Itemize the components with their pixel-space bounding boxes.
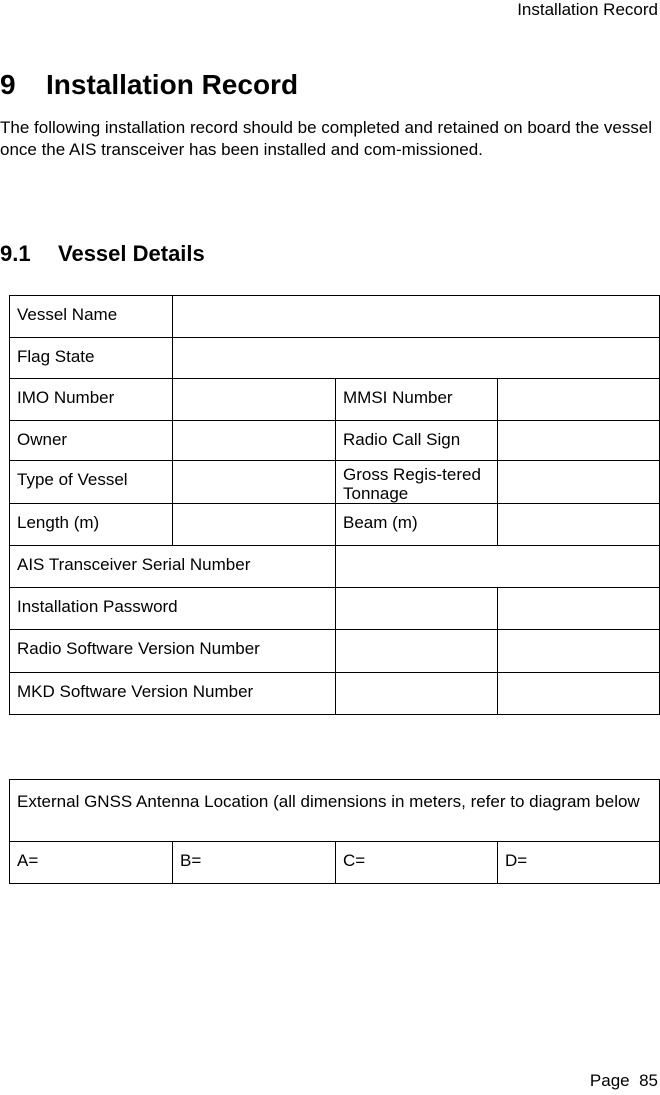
serial-number-label: AIS Transceiver Serial Number xyxy=(10,546,336,588)
beam-label: Beam (m) xyxy=(336,504,498,546)
vessel-name-label: Vessel Name xyxy=(10,296,173,338)
radio-call-sign-label: Radio Call Sign xyxy=(336,421,498,461)
mmsi-number-field[interactable] xyxy=(498,379,660,421)
vessel-name-field[interactable] xyxy=(173,296,660,338)
flag-state-field[interactable] xyxy=(173,338,660,379)
mkd-software-field-2[interactable] xyxy=(498,673,660,715)
installation-password-field[interactable] xyxy=(336,588,498,630)
page-number: 85 xyxy=(639,1071,658,1090)
gnss-a-field[interactable]: A= xyxy=(10,842,173,884)
mkd-software-label: MKD Software Version Number xyxy=(10,673,336,715)
running-header: Installation Record xyxy=(517,0,658,19)
page-footer xyxy=(590,1071,658,1091)
gnss-c-field[interactable]: C= xyxy=(336,842,498,884)
owner-field[interactable] xyxy=(173,421,336,461)
type-of-vessel-field[interactable] xyxy=(173,461,336,504)
radio-software-field[interactable] xyxy=(336,630,498,673)
owner-label: Owner xyxy=(10,421,173,461)
section-heading xyxy=(0,68,298,102)
mmsi-number-label: MMSI Number xyxy=(336,379,498,421)
serial-number-field[interactable] xyxy=(336,546,660,588)
gnss-b-field[interactable]: B= xyxy=(173,842,336,884)
flag-state-label: Flag State xyxy=(10,338,173,379)
length-label: Length (m) xyxy=(10,504,173,546)
mkd-software-field[interactable] xyxy=(336,673,498,715)
installation-password-label: Installation Password xyxy=(10,588,336,630)
intro-paragraph: The following installation record should be completed and retained on board the vessel once the AIS transceiver has been installed and com-missioned. xyxy=(0,118,653,159)
subsection-heading xyxy=(0,241,205,267)
imo-number-label: IMO Number xyxy=(10,379,173,421)
vessel-details-table xyxy=(9,295,660,715)
imo-number-field[interactable] xyxy=(173,379,336,421)
type-of-vessel-label: Type of Vessel xyxy=(10,461,173,504)
radio-software-field-2[interactable] xyxy=(498,630,660,673)
section-number: 9 xyxy=(0,69,16,100)
subsection-number: 9.1 xyxy=(0,241,31,266)
page-label: Page xyxy=(589,1071,630,1090)
gnss-d-field[interactable]: D= xyxy=(498,842,660,884)
radio-software-label: Radio Software Version Number xyxy=(10,630,336,673)
installation-password-field-2[interactable] xyxy=(498,588,660,630)
radio-call-sign-field[interactable] xyxy=(498,421,660,461)
gross-tonnage-label: Gross Regis-tered Tonnage xyxy=(336,461,498,504)
subsection-title: Vessel Details xyxy=(58,241,205,266)
section-title: Installation Record xyxy=(46,69,299,100)
length-field[interactable] xyxy=(173,504,336,546)
gross-tonnage-field[interactable] xyxy=(498,461,660,504)
gnss-antenna-title: External GNSS Antenna Location (all dimensions in meters, refer to diagram below xyxy=(10,780,660,842)
gnss-antenna-table xyxy=(9,779,660,884)
beam-field[interactable] xyxy=(498,504,660,546)
